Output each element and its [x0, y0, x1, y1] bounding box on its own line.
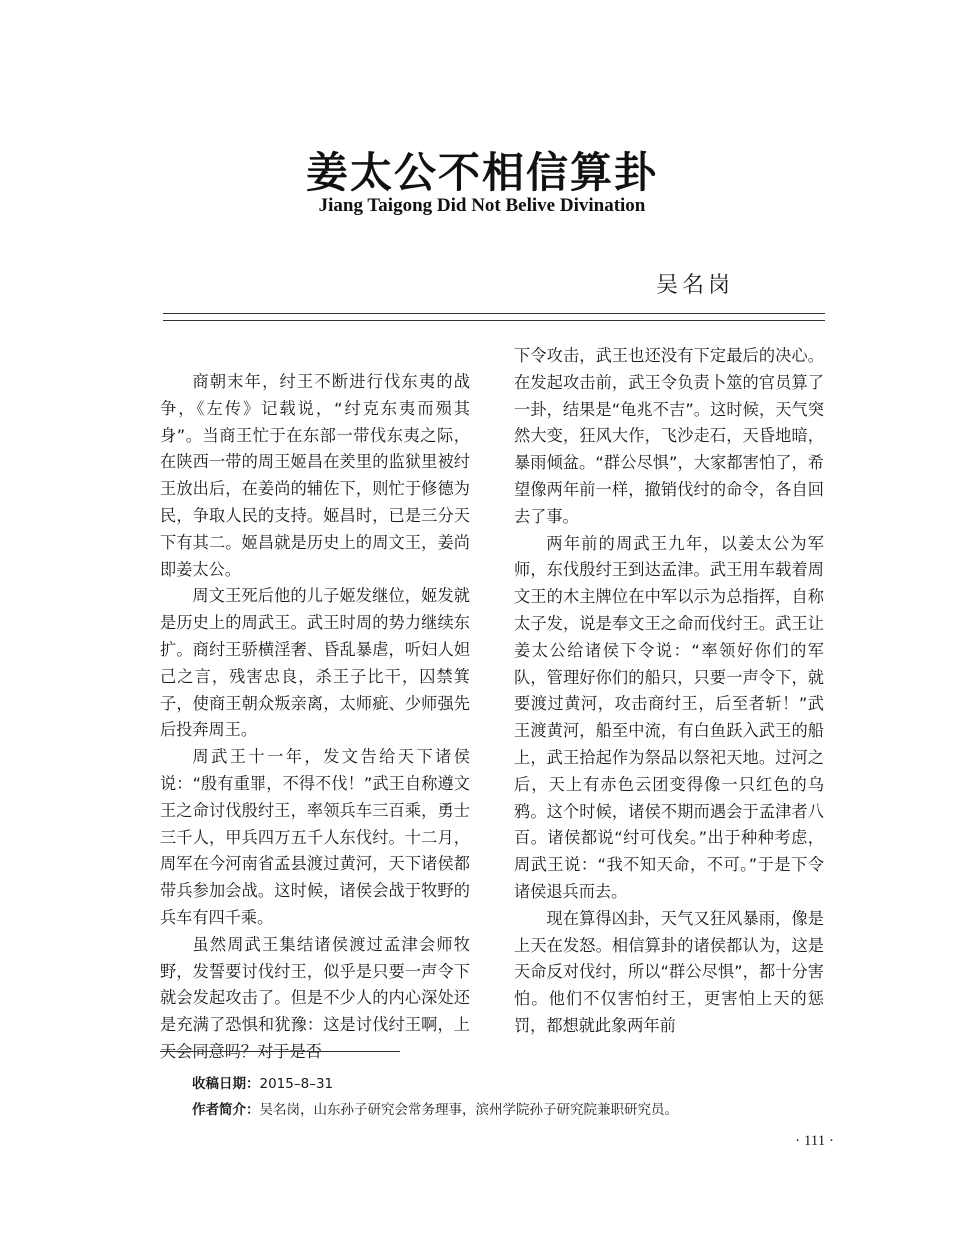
title-divider-bottom — [163, 320, 825, 321]
paragraph: 周武王十一年，发文告给天下诸侯说：“殷有重罪，不得不伐！”武王自称遵文王之命讨伐殷纣王，率领兵车三百乘，勇士三千人，甲兵四万五千人东伐纣。十二月，周军在今河南省孟县渡过黄河，天下诸侯都带兵参加会战。这时候，诸侯会战于牧野的兵车有四千乘。 — [160, 747, 470, 927]
page-number: · 111 · — [795, 1133, 834, 1149]
paragraph: 商朝末年，纣王不断进行伐东夷的战争，《左传》记载说，“纣克东夷而殒其身”。当商王忙于在东部一带伐东夷之际，在陕西一带的周王姬昌在羑里的监狱里被纣王放出后，在姜尚的辅佐下，则忙于修德为民，争取人民的支持。姬昌时，已是三分天下有其二。姬昌就是历史上的周文王，姜尚即姜太公。 — [160, 372, 470, 579]
footnote-received-date — [192, 1072, 333, 1092]
footnote-value: 2015–8–31 — [259, 1076, 334, 1092]
paragraph: 周文王死后他的儿子姬发继位，姬发就是历史上的周武王。武王时周的势力继续东扩。商纣王骄横淫奢、昏乱暴虐，听妇人妲己之言，残害忠良，杀王子比干，囚禁箕子，使商王朝众叛亲离，太师疵、少师强先后投奔周王。 — [160, 586, 470, 740]
paragraph: 两年前的周武王九年，以姜太公为军师，东伐殷纣王到达孟津。武王用车载着周文王的木主牌位在中军以示为总指挥，自称太子发，说是奉文王之命而伐纣王。武王让姜太公给诸侯下令说：“率领好你们的军队，管理好你们的船只，只要一声令下，就要渡过黄河，攻击商纣王，后至者斩！”武王渡黄河，船至中流，有白鱼跃入武王的船上，武王拾起作为祭品以祭祀天地。过河之后，天上有赤色云团变得像一只红色的乌鸦。这个时候，诸侯不期而遇会于孟津者八百。诸侯都说“纣可伐矣。”出于种种考虑，周武王说：“我不知天命，不可。”于是下令诸侯退兵而去。 — [514, 533, 824, 901]
footnote-label: 作者简介： — [192, 1102, 260, 1118]
paragraph: 虽然周武王集结诸侯渡过孟津会师牧野，发誓要讨伐纣王，似乎是只要一声令下就会发起攻击了。但是不少人的内心深处还是充满了恐惧和犹豫：这是讨伐纣王啊，上天会同意吗？对于是否 — [160, 934, 470, 1061]
footnote-label: 收稿日期： — [192, 1076, 260, 1092]
footnote-value: 吴名岗，山东孙子研究会常务理事，滨州学院孙子研究院兼职研究员。 — [259, 1102, 678, 1118]
footnote-author-bio — [192, 1098, 678, 1118]
paragraph-continued: 下令攻击，武王也还没有下定最后的决心。在发起攻击前，武王令负责卜筮的官员算了一卦，结果是“龟兆不吉”。这时候，天气突然大变，狂风大作，飞沙走石，天昏地暗，暴雨倾盆。“群公尽惧”，大家都害怕了，希望像两年前一样，撤销伐纣的命令，各自回去了事。 — [514, 346, 824, 526]
paragraph: 现在算得凶卦，天气又狂风暴雨，像是上天在发怒。相信算卦的诸侯都认为，这是天命反对伐纣，所以“群公尽惧”，都十分害怕。他们不仅害怕纣王，更害怕上天的惩罚，都想就此象两年前 — [514, 908, 824, 1035]
article-title-chinese: 姜太公不相信算卦 — [305, 148, 658, 197]
footnote-divider — [160, 1051, 400, 1052]
right-column — [514, 343, 824, 1040]
author-name: 吴名岗 — [655, 273, 734, 298]
left-column — [160, 369, 470, 1066]
article-title-english: Jiang Taigong Did Not Belive Divination — [318, 195, 646, 216]
title-divider-top — [163, 313, 825, 314]
